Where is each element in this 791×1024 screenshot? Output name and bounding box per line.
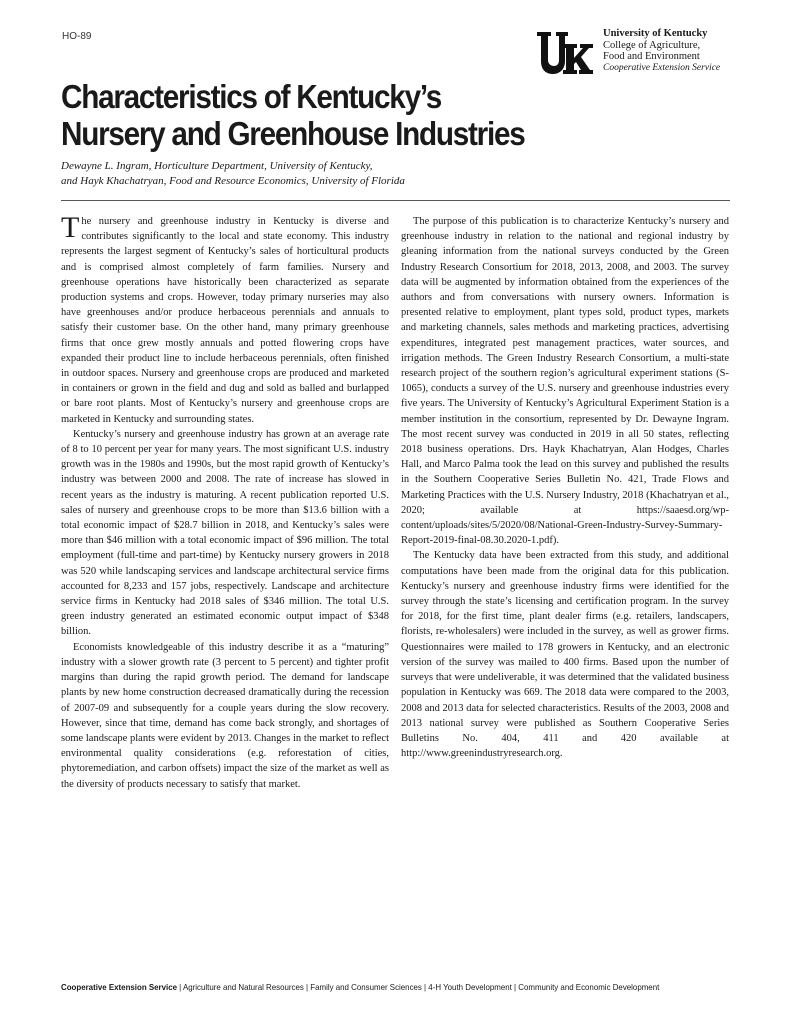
- drop-cap: T: [61, 211, 80, 244]
- author-line-1: Dewayne L. Ingram, Horticulture Department, University of Kentucky,: [61, 160, 373, 172]
- publication-code: HO-89: [62, 31, 92, 42]
- title-divider: [61, 200, 730, 201]
- author-line-2: and Hayk Khachatryan, Food and Resource Economics, University of Florida: [61, 175, 405, 187]
- footer-programs: | Agriculture and Natural Resources | Family and Consumer Sciences | 4-H Youth Development | Community and Economic Development: [176, 982, 660, 992]
- paragraph-text: he nursery and greenhouse industry in Kentucky is diverse and contributes significantly to the local and state economy. This industry represents the largest segment of Kentucky’s sales of horticultural products and is comprised almost completely of farm families. Nursery and greenhouse operations have historically been characterized as separate production systems and crops. However, today primary nurseries may also have greenhouses and/or produce herbaceous perennials and annuals to satisfy their customer base. On the other hand, many primary greenhouse firms that once grew mostly annuals and potted flowering crops have expanded their product line to include herbaceous perennials, often finished in outdoor spaces. Nursery and greenhouse crops are produced and marketed in containers or grown in the field and dug and sold as balled and burlapped or bare root plants. Most of Kentucky’s nursery and greenhouse crops are marketed in Kentucky and surrounding states.: [61, 216, 389, 425]
- footer-service: Cooperative Extension Service: [61, 982, 177, 992]
- uk-logo: [536, 30, 594, 76]
- extension-service: Cooperative Extension Service: [603, 62, 721, 73]
- authors: [61, 159, 405, 189]
- college-line-1: College of Agriculture,: [603, 39, 701, 51]
- purpose-paragraph: The purpose of this publication is to characterize Kentucky’s nursery and greenhouse industry in relation to the national and regional industry by gleaning information from the national surveys conducted by the Green Industry Research Consortium for 2018, 2013, 2008, and 2003. The survey data will be augmented by information obtained from the experiences of the authors and from conversations with nursery owners. Information is presented relative to employment, plant types sold, product types, markets and marketing channels, sales methods and marketing practices, advertising expenditures, integrated pest management practices, water sources, and irrigation methods. The Green Industry Research Consortium, a multi-state research project of the southern region’s agricultural experiment stations (S-1065), conducts a survey of the U.S. nursery and greenhouse industries every five years. The University of Kentucky’s Agricultural Experiment Station is a member institution in the consortium, represented by Dr. Dewayne Ingram. The most recent survey was conducted in 2019 in all 50 states, reflecting 2018 business operations. Drs. Hayk Khachatryan, Alan Hodges, Charles Hall, and Marco Palma took the lead on this survey and published the results in the Southern Cooperative Series Bulletin No. 421, Trade Flows and Marketing Practices with the U.S. Nursery Industry, 2018 (Khachatryan et al., 2020; available at https://saaesd.org/wp-content/uploads/sites/5/2020/08/National-Green-Industry-Survey-Summary-Report-2019-final-08.30.2020-1.pdf).: [401, 216, 729, 547]
- economists-paragraph: Economists knowledgeable of this industry describe it as a “maturing” industry with a slower growth rate (3 percent to 5 percent) and tighter profit margins than during the rapid growth period. The demand for landscape plants by new home construction decreased dramatically during the recession of 2007-09 and subsequently for a couple years during the slow recovery. However, since that time, demand has come back strongly, and shortages of some landscape plants were evident by 2013. Changes in the market to reflect environmental quality considerations (e.g. reforestation of cities, phytoremediation, and carbon offsets) impact the size of the market as well as the diversity of products necessary to satisfy that market.: [61, 641, 389, 790]
- data-paragraph: The Kentucky data have been extracted from this study, and additional computations have been made from the original data for this publication. Kentucky’s nursery and greenhouse industry firms were identified for the survey through the state’s licensing and certification program. In the survey for 2018, for the first time, plant dealer firms (e.g. retailers, landscapers, florists, re-wholesalers) were included in the survey, as well as grower firms. Questionnaires were mailed to 178 growers in Kentucky, and an electronic version of the survey was mailed to 400 firms. Based upon the number of surveys that were undeliverable, it was determined that the validated business population in Kentucky was 669. The 2018 data were compared to the 2003, 2008 and 2013 data for selected characteristics. Results of the 2003, 2008 and 2013 national survey were published as Southern Cooperative Series Bulletins No. 404, 411 and 420 available at http://www.greenindustryresearch.org.: [401, 550, 729, 760]
- left-column: [61, 211, 389, 792]
- growth-paragraph: Kentucky’s nursery and greenhouse industry has grown at an average rate of 8 to 10 percent per year for many years. The most significant U.S. industry growth was in the 1980s and 1990s, but the most rapid growth of Kentucky’s industry was between 2000 and 2008. The rate of increase has slowed in recent years as the industry is maturing. A recent publication reported U.S. sales of nursery and greenhouse crops to be more than $13.6 billion with a total economic impact of $28.7 billion in 2018, and Kentucky’s sales were more than $46 million with a total economic impact of $96 million. The total employment (full-time and part-time) by Kentucky nursery growers in 2018 was 520 while landscaping services and landscape architectural service firms accounted for 8,233 and 157 jobs, respectively. Landscape and architecture service firms in Kentucky had 2018 sales of $346 million. The total U.S. green industry generated an estimated economic output impact of $348 billion.: [61, 428, 389, 638]
- intro-paragraph: [61, 211, 389, 427]
- university-name: University of Kentucky: [603, 28, 708, 39]
- title-line-1: Characteristics of Kentucky’s: [61, 78, 441, 115]
- title-line-2: Nursery and Greenhouse Industries: [61, 115, 525, 152]
- right-column: [401, 214, 729, 761]
- college-line-2: Food and Environment: [603, 51, 700, 62]
- page-title: [61, 78, 673, 152]
- footer: [61, 982, 659, 992]
- institution-block: [603, 28, 720, 74]
